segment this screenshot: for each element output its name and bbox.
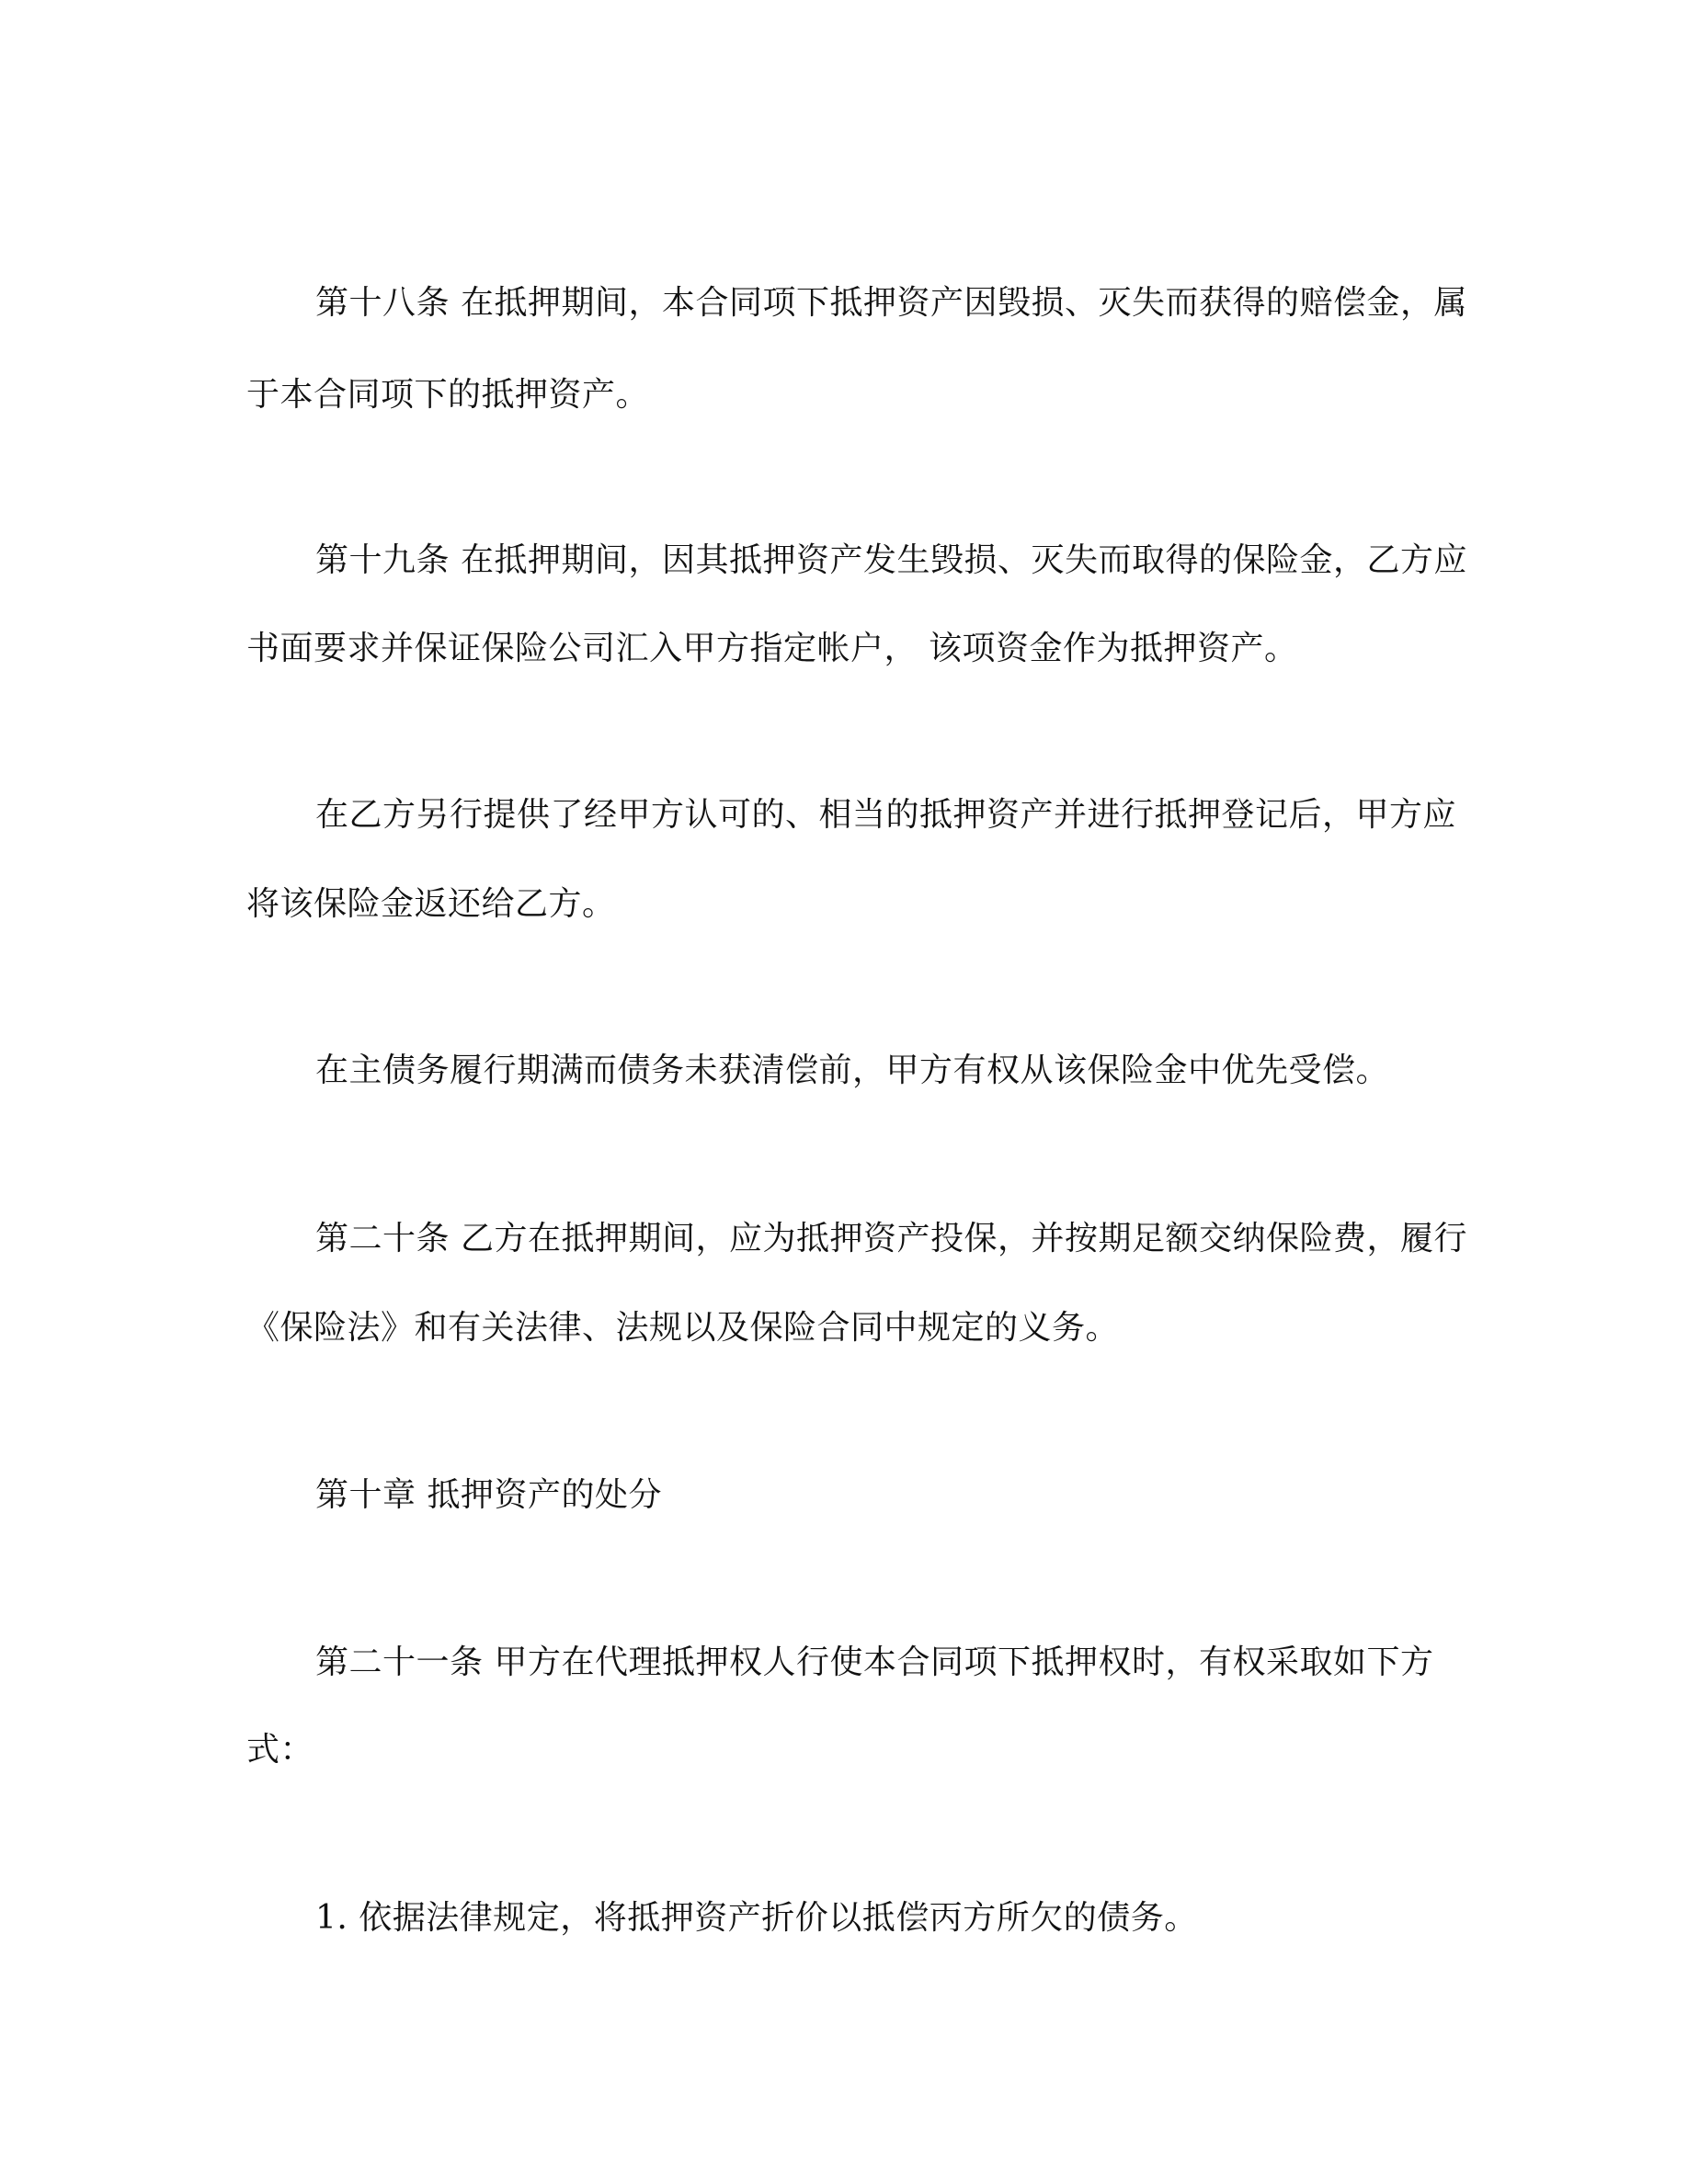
paragraph-insurance-return-line-1: 在乙方另行提供了经甲方认可的、相当的抵押资产并进行抵押登记后，甲方应 xyxy=(315,796,1457,834)
paragraph-priority-line: 在主债务履行期满而债务未获清偿前，甲方有权从该保险金中优先受偿。 xyxy=(315,1052,1390,1089)
article-19-line-1: 第十九条 在抵押期间，因其抵押资产发生毁损、灭失而取得的保险金，乙方应 xyxy=(315,541,1467,579)
article-18-line-1: 第十八条 在抵押期间，本合同项下抵押资产因毁损、灭失而获得的赔偿金，属 xyxy=(315,284,1467,322)
article-21-line-2: 式： xyxy=(246,1731,314,1769)
chapter-10-heading: 第十章 抵押资产的处分 xyxy=(315,1476,662,1514)
paragraph-insurance-return-line-2: 将该保险金返还给乙方。 xyxy=(246,885,616,923)
article-19-line-2: 书面要求并保证保险公司汇入甲方指定帐户， 该项资金作为抵押资产。 xyxy=(246,630,1298,667)
list-item-1: 1. 依据法律规定，将抵押资产折价以抵偿丙方所欠的债务。 xyxy=(315,1899,1198,1937)
article-20-line-1: 第二十条 乙方在抵押期间，应为抵押资产投保，并按期足额交纳保险费，履行 xyxy=(315,1220,1467,1257)
article-21-line-1: 第二十一条 甲方在代理抵押权人行使本合同项下抵押权时，有权采取如下方 xyxy=(315,1644,1434,1681)
article-18-line-2: 于本合同项下的抵押资产。 xyxy=(246,376,650,414)
article-20-line-2: 《保险法》和有关法律、法规以及保险合同中规定的义务。 xyxy=(246,1309,1120,1347)
